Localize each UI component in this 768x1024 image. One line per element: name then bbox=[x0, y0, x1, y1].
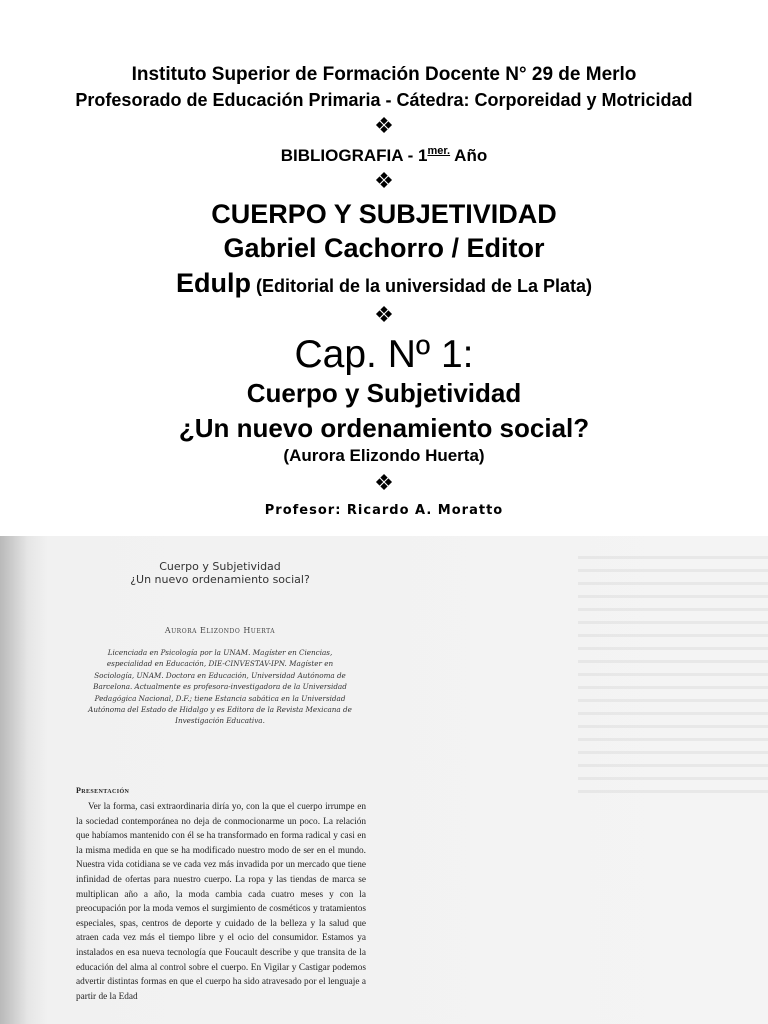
chapter-author: (Aurora Elizondo Huerta) bbox=[283, 446, 485, 465]
chapter-title-line-1: Cuerpo y Subjetividad bbox=[246, 378, 522, 408]
program-name: Profesorado de Educación Primaria - Cátedra: Corporeidad y Motricidad bbox=[75, 90, 693, 110]
publisher-name: Edulp bbox=[175, 268, 251, 298]
institute-name: Instituto Superior de Formación Docente N° 29 de Merlo bbox=[131, 64, 637, 85]
scan-title-line-1: Cuerpo y Subjetividad bbox=[159, 560, 281, 573]
publisher bbox=[0, 268, 768, 299]
scan-author bbox=[72, 626, 368, 635]
ornament-icon: ❖ bbox=[374, 169, 394, 194]
bibliography-label: BIBLIOGRAFIA - 1 bbox=[280, 146, 428, 165]
ornament-icon: ❖ bbox=[374, 114, 394, 139]
book-title: CUERPO Y SUBJETIVIDAD bbox=[211, 199, 557, 229]
book-editor: Gabriel Cachorro / Editor bbox=[223, 233, 545, 263]
scan-author-name: Aurora Elizondo Huerta bbox=[164, 626, 276, 635]
chapter-title-line-2: ¿Un nuevo ordenamiento social? bbox=[178, 413, 590, 443]
scan-body-text bbox=[76, 800, 366, 1004]
ornament-icon: ❖ bbox=[374, 471, 394, 496]
teacher-name: Profesor: Ricardo A. Moratto bbox=[264, 503, 504, 518]
scan-author-bio: Licenciada en Psicología por la UNAM. Magíster en Ciencias, especialidad en Educación, DIE-CINVESTAV-IPN. Magíster en Sociología, UNAM. Doctora en Educación, Universidad Autónoma de Barcelona. Actualmente es profesora-investigadora de la Universidad Pedagógica Nacional, D.F.; tiene Estancia sabática en la Universidad Autónoma del Estado de Hidalgo y es Editora de la Revista Mexicana de Investigación Educativa. bbox=[88, 648, 352, 726]
bibliography-heading bbox=[0, 145, 768, 166]
chapter-number: Cap. Nº 1: bbox=[294, 333, 474, 376]
scan-body-paragraph: Ver la forma, casi extraordinaria diría yo, con la que el cuerpo irrumpe en la sociedad contemporánea no deja de conmocionarme un poco. La relación que habíamos mantenido con él se ha transformado en forma radical y casi en la misma medida en que se ha modificado nuestro modo de ser en el mundo. Nuestra vida cotidiana se ve cada vez más invadida por un mercado que tiene infinidad de ofertas para nuestro cuerpo. La ropa y las tiendas de marca se multiplican año a año, la moda cambia cada cuatro meses y con la preocupación por la moda vemos el surgimiento de cosméticos y tratamientos especiales, spas, centros de deporte y cuidado de la belleza y la salud que atraen cada vez más el tiempo libre y el ocio del consumidor. Estamos ya instalados en esa nueva tecnología que Foucault describe y que transita de la educación del alma al control sobre el cuerpo. En Vigilar y Castigar podemos advertir distintas formas en que el cuerpo ha sido atravesado por el lenguaje a partir de la Edad bbox=[76, 802, 366, 1002]
publisher-detail: (Editorial de la universidad de La Plata) bbox=[250, 276, 593, 296]
bibliography-ordinal: mer. bbox=[427, 145, 451, 157]
ornament-icon: ❖ bbox=[374, 303, 394, 328]
scan-title-line-2: ¿Un nuevo ordenamiento social? bbox=[130, 573, 310, 586]
scan-chapter-title bbox=[72, 560, 368, 586]
bleed-through-text bbox=[578, 556, 768, 796]
bibliography-year: Año bbox=[450, 146, 488, 165]
scanned-book-page bbox=[0, 536, 768, 1024]
scan-section-heading: Presentación bbox=[76, 786, 130, 795]
